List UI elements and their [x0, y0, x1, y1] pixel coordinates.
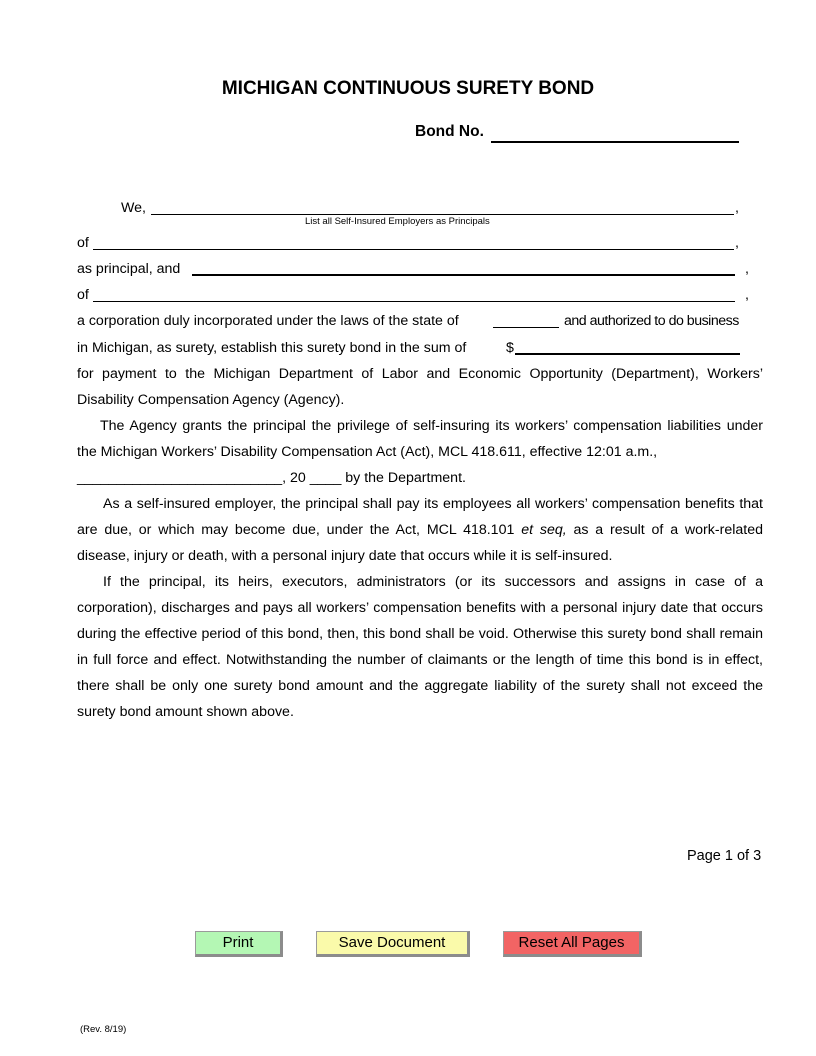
effective-date-line [77, 465, 763, 491]
surety-address-field[interactable] [93, 301, 735, 302]
bond-amount-field[interactable] [515, 353, 740, 355]
of-label: of [77, 287, 89, 303]
comma: , [735, 200, 739, 216]
payment-paragraph: for payment to the Michigan Department of Labor and Economic Opportunity (Department), Workers’ Disability Compensation Agency (Agency). [77, 366, 763, 408]
effective-date-field[interactable]: __________________________ [77, 470, 283, 486]
we-label: We, [121, 200, 146, 216]
corporation-text: a corporation duly incorporated under the laws of the state of [77, 313, 459, 329]
bond-no-field[interactable] [491, 141, 739, 143]
comma: , [735, 235, 739, 251]
agency-grant-paragraph [77, 413, 763, 465]
agency-grant-text: The Agency grants the principal the privilege of self-insuring its workers’ compensation liabilities under the Michigan Workers’ Disability Compensation Act (Act), MCL 418.611, effective 12:01 a.m., [77, 418, 763, 460]
dollar-sign: $ [506, 340, 514, 356]
as-principal-label: as principal, and [77, 261, 181, 277]
of-label: of [77, 235, 89, 251]
print-button[interactable]: Print [195, 931, 283, 957]
comma: , [745, 261, 749, 277]
save-document-button[interactable]: Save Document [316, 931, 470, 957]
reset-all-pages-button[interactable]: Reset All Pages [503, 931, 642, 957]
principals-hint: List all Self-Insured Employers as Principals [305, 216, 490, 227]
authorized-text: and authorized to do business [564, 313, 739, 329]
revision-label: (Rev. 8/19) [80, 1024, 127, 1035]
page-title: MICHIGAN CONTINUOUS SURETY BOND [221, 78, 595, 99]
year-prefix: , 20 [282, 470, 306, 486]
self-insured-paragraph [77, 491, 763, 569]
bond-no-label: Bond No. [415, 123, 484, 140]
et-seq-text: et seq, [521, 522, 567, 538]
self-insured-text-b: as a result of a work-related disease, injury or death, with a personal injury date that occurs while it is self-insured. [77, 522, 763, 564]
surety-sum-text: in Michigan, as surety, establish this surety bond in the sum of [77, 340, 467, 356]
self-insured-text-a: As a self-insured employer, the principal shall pay its employees all workers’ compensation benefits that are due, or which may become due, under the Act, MCL 418.101 [77, 496, 763, 538]
page-number: Page 1 of 3 [687, 848, 762, 864]
principal-address-field[interactable] [93, 249, 734, 250]
principals-field[interactable] [151, 214, 734, 215]
comma: , [745, 287, 749, 303]
surety-name-field[interactable] [192, 274, 735, 276]
void-condition-paragraph: If the principal, its heirs, executors, administrators (or its successors and assigns in case of a corporation), discharges and pays all workers’ compensation benefits with a personal injury date that occurs during the effective period of this bond, then, this bond shall be void. Otherwise this surety bond shall remain in full force and effect. Notwithstanding the number of claimants or the length of time this bond is in effect, there shall be only one surety bond amount and the aggregate liability of the surety shall not exceed the surety bond amount shown above. [77, 574, 763, 720]
state-field[interactable] [493, 327, 559, 328]
bond-body [77, 361, 763, 725]
year-field[interactable]: ____ [309, 470, 342, 486]
by-department-text: by the Department. [345, 470, 466, 486]
